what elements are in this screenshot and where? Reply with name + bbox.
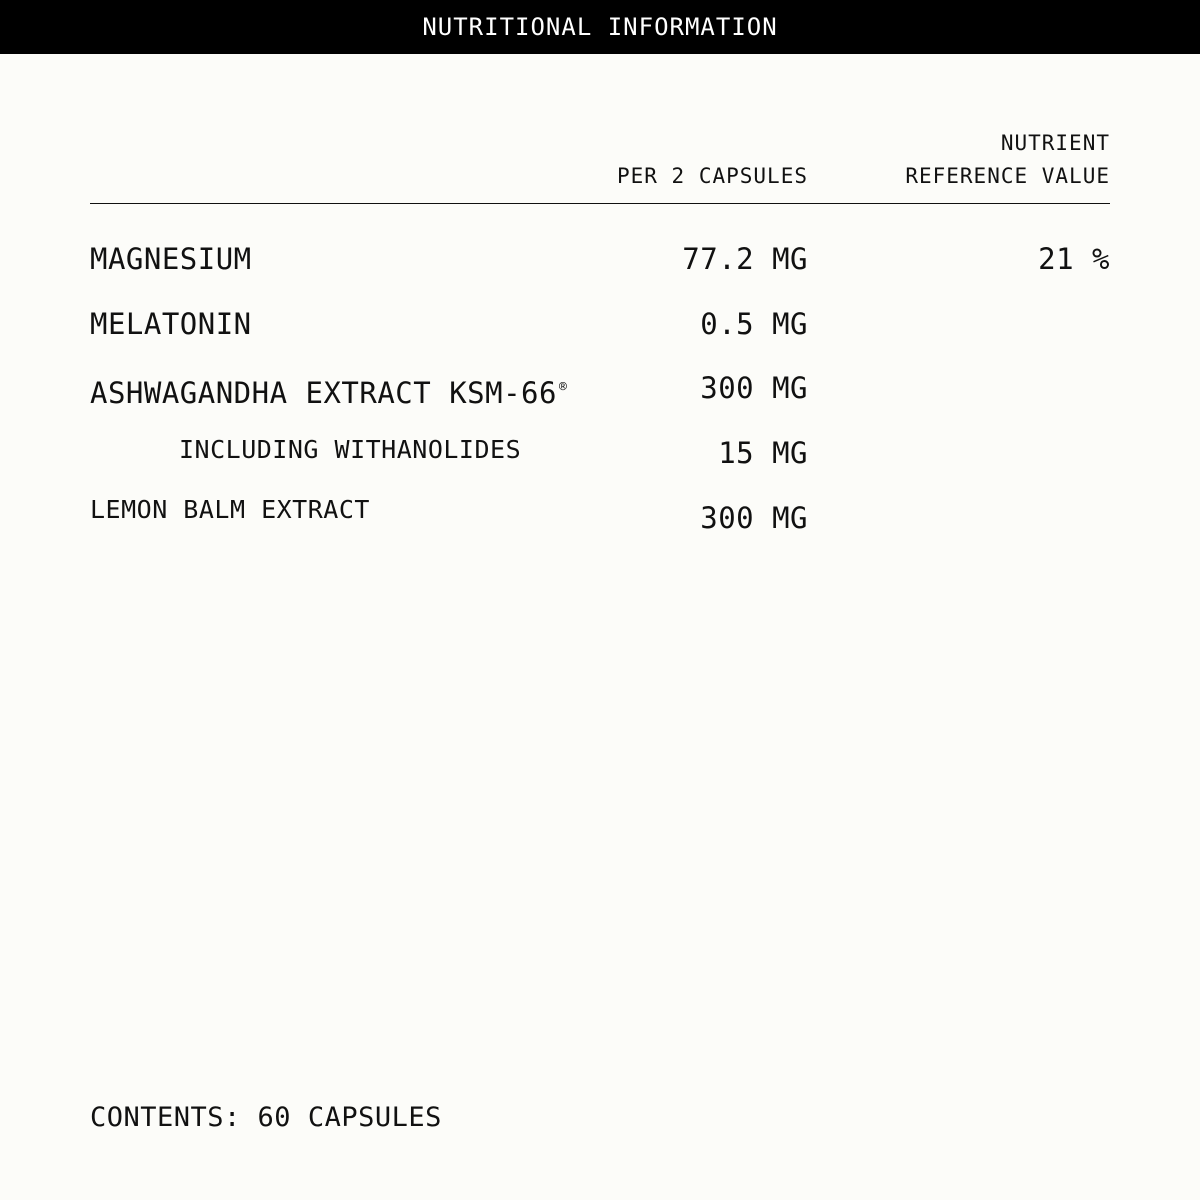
nutrient-name-ashwagandha bbox=[90, 370, 567, 411]
registered-mark: ® bbox=[558, 380, 568, 395]
header-divider bbox=[90, 203, 1110, 204]
nutrient-name-melatonin: MELATONIN bbox=[90, 307, 252, 341]
nutrient-name-ashwagandha-text: ASHWAGANDHA EXTRACT KSM-66 bbox=[90, 376, 557, 410]
nrv-column-header bbox=[905, 127, 1110, 193]
header-bar bbox=[0, 0, 1200, 54]
nutrient-name-magnesium: MAGNESIUM bbox=[90, 242, 252, 276]
nutrient-amount-ashwagandha: 300 MG bbox=[700, 371, 808, 405]
nrv-header-line2: REFERENCE VALUE bbox=[905, 164, 1110, 188]
nutrient-amount-magnesium: 77.2 MG bbox=[682, 242, 808, 276]
nutrient-nrv-magnesium: 21 % bbox=[1038, 242, 1110, 276]
contents-label: CONTENTS: 60 CAPSULES bbox=[90, 1102, 442, 1133]
page-title: NUTRITIONAL INFORMATION bbox=[422, 13, 778, 41]
nutrient-amount-withanolides: 15 MG bbox=[718, 436, 808, 470]
per-serving-column-header: PER 2 CAPSULES bbox=[616, 164, 808, 188]
nutrient-name-lemon-balm: LEMON BALM EXTRACT bbox=[90, 495, 370, 524]
nutrient-amount-lemon-balm: 300 MG bbox=[700, 501, 808, 535]
nrv-header-line1: NUTRIENT bbox=[1000, 131, 1110, 155]
nutrient-amount-melatonin: 0.5 MG bbox=[700, 307, 808, 341]
nutrient-name-withanolides: INCLUDING WITHANOLIDES bbox=[179, 435, 522, 464]
